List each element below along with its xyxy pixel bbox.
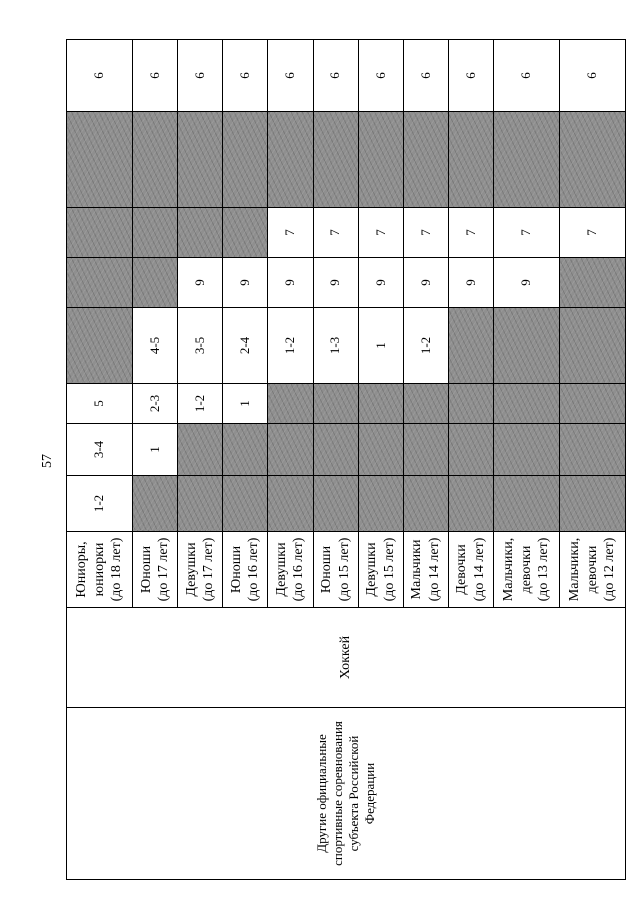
shaded-cell	[223, 476, 268, 532]
value-cell: 1-2	[403, 308, 448, 384]
value-cell: 6	[358, 40, 403, 112]
value-cell: 7	[268, 208, 313, 258]
shaded-cell	[403, 112, 448, 208]
shaded-cell	[560, 112, 626, 208]
shaded-cell	[494, 112, 560, 208]
value-cell: 7	[403, 208, 448, 258]
value-cell: 1-2	[268, 308, 313, 384]
competition-table	[66, 39, 626, 880]
value-cell: 9	[494, 258, 560, 308]
shaded-cell	[494, 384, 560, 424]
age-group-cell: Девушки (до 16 лет)	[268, 532, 313, 608]
shaded-cell	[268, 112, 313, 208]
shaded-cell	[67, 258, 133, 308]
shaded-cell	[178, 208, 223, 258]
shaded-cell	[67, 112, 133, 208]
shaded-cell	[403, 476, 448, 532]
value-cell: 9	[313, 258, 358, 308]
page-number: 57	[40, 454, 55, 468]
shaded-cell	[448, 384, 493, 424]
shaded-cell	[313, 424, 358, 476]
value-cell: 6	[494, 40, 560, 112]
shaded-cell	[178, 476, 223, 532]
value-cell: 3-4	[67, 424, 133, 476]
shaded-cell	[358, 424, 403, 476]
value-cell: 7	[448, 208, 493, 258]
shaded-cell	[132, 476, 177, 532]
shaded-cell	[223, 424, 268, 476]
value-cell: 5	[67, 384, 133, 424]
value-cell: 6	[132, 40, 177, 112]
value-cell: 7	[358, 208, 403, 258]
shaded-cell	[448, 308, 493, 384]
age-group-cell: Юноши (до 15 лет)	[313, 532, 358, 608]
shaded-cell	[313, 112, 358, 208]
sport-name-cell: Хоккей	[67, 608, 626, 708]
value-cell: 6	[223, 40, 268, 112]
table-row	[67, 40, 133, 880]
shaded-cell	[268, 424, 313, 476]
value-cell: 6	[67, 40, 133, 112]
value-cell: 9	[448, 258, 493, 308]
rotated-table-container	[66, 40, 626, 880]
shaded-cell	[178, 424, 223, 476]
value-cell: 6	[448, 40, 493, 112]
shaded-cell	[403, 424, 448, 476]
shaded-cell	[560, 308, 626, 384]
shaded-cell	[560, 476, 626, 532]
age-group-cell: Юниоры, юниорки (до 18 лет)	[67, 532, 133, 608]
shaded-cell	[403, 384, 448, 424]
shaded-cell	[132, 112, 177, 208]
shaded-cell	[268, 384, 313, 424]
shaded-cell	[448, 424, 493, 476]
value-cell: 4-5	[132, 308, 177, 384]
value-cell: 2-3	[132, 384, 177, 424]
value-cell: 9	[403, 258, 448, 308]
shaded-cell	[67, 208, 133, 258]
shaded-cell	[358, 112, 403, 208]
shaded-cell	[494, 476, 560, 532]
shaded-cell	[448, 112, 493, 208]
value-cell: 9	[358, 258, 403, 308]
shaded-cell	[67, 308, 133, 384]
value-cell: 7	[313, 208, 358, 258]
shaded-cell	[560, 258, 626, 308]
age-group-cell: Юноши (до 17 лет)	[132, 532, 177, 608]
shaded-cell	[178, 112, 223, 208]
shaded-cell	[223, 112, 268, 208]
value-cell: 3-5	[178, 308, 223, 384]
shaded-cell	[313, 384, 358, 424]
shaded-cell	[560, 424, 626, 476]
value-cell: 2-4	[223, 308, 268, 384]
shaded-cell	[223, 208, 268, 258]
age-group-cell: Девочки (до 14 лет)	[448, 532, 493, 608]
shaded-cell	[132, 258, 177, 308]
shaded-cell	[560, 384, 626, 424]
competition-name-cell: Другие официальные спортивные соревнования субъекта Российской Федерации	[67, 708, 626, 880]
shaded-cell	[268, 476, 313, 532]
shaded-cell	[132, 208, 177, 258]
value-cell: 6	[560, 40, 626, 112]
value-cell: 1-3	[313, 308, 358, 384]
value-cell: 6	[403, 40, 448, 112]
age-group-cell: Юноши (до 16 лет)	[223, 532, 268, 608]
shaded-cell	[358, 476, 403, 532]
age-group-cell: Девушки (до 17 лет)	[178, 532, 223, 608]
age-group-cell: Мальчики, девочки (до 13 лет)	[494, 532, 560, 608]
value-cell: 7	[494, 208, 560, 258]
shaded-cell	[494, 308, 560, 384]
value-cell: 1	[358, 308, 403, 384]
value-cell: 9	[178, 258, 223, 308]
value-cell: 9	[223, 258, 268, 308]
age-group-cell: Девушки (до 15 лет)	[358, 532, 403, 608]
value-cell: 6	[313, 40, 358, 112]
value-cell: 1-2	[67, 476, 133, 532]
shaded-cell	[358, 384, 403, 424]
value-cell: 1-2	[178, 384, 223, 424]
value-cell: 6	[268, 40, 313, 112]
value-cell: 6	[178, 40, 223, 112]
age-group-cell: Мальчики, девочки (до 12 лет)	[560, 532, 626, 608]
value-cell: 1	[223, 384, 268, 424]
shaded-cell	[448, 476, 493, 532]
value-cell: 9	[268, 258, 313, 308]
age-group-cell: Мальчики (до 14 лет)	[403, 532, 448, 608]
value-cell: 1	[132, 424, 177, 476]
value-cell: 7	[560, 208, 626, 258]
shaded-cell	[313, 476, 358, 532]
shaded-cell	[494, 424, 560, 476]
